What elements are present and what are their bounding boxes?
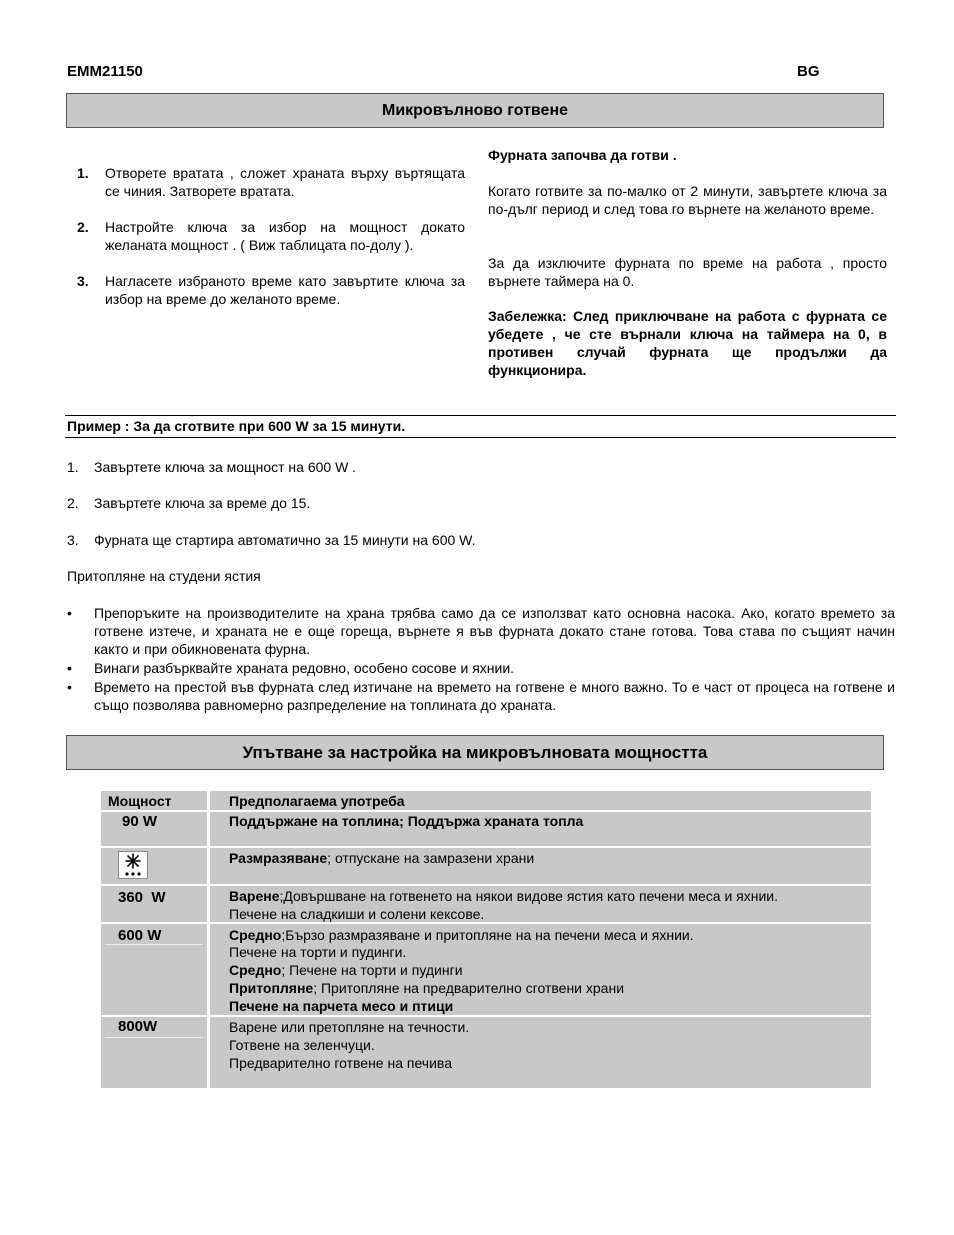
cell-separator <box>105 1037 203 1038</box>
example-item-text: Завъртете ключа за мощност на 600 W . <box>94 459 357 475</box>
step-number: 1. <box>77 165 89 181</box>
usage-bold: Средно <box>229 962 282 978</box>
step-number: 2. <box>77 219 89 235</box>
bullet-item <box>67 604 895 658</box>
example-item-number: 3. <box>67 532 79 548</box>
usage-text: Печене на парчета месо и птици <box>229 998 454 1014</box>
bullet-dot: • <box>67 679 72 695</box>
usage-text <box>229 926 694 944</box>
usage-regular: ; Притопляне на предварително сготвени храни <box>313 980 625 996</box>
example-item-number: 2. <box>67 495 79 511</box>
example-item-text: Фурната ще стартира автоматично за 15 минути на 600 W. <box>94 532 476 548</box>
power-value: 600 W <box>118 927 162 944</box>
model-number: EMM21150 <box>67 63 143 80</box>
example-item-text: Завъртете ключа за време до 15. <box>94 495 311 511</box>
usage-text: Готвене на зеленчуци. <box>229 1037 375 1053</box>
usage-text <box>229 849 534 867</box>
usage-text <box>229 887 778 905</box>
oven-starts-text: Фурната започва да готви . <box>488 147 677 163</box>
usage-text: Печене на сладкиши и солени кексове. <box>229 906 485 922</box>
usage-text: Поддържане на топлина; Поддържа храната топла <box>229 813 584 829</box>
usage-bold: Средно <box>229 927 282 943</box>
example-item-number: 1. <box>67 459 79 475</box>
power-table <box>101 791 871 1088</box>
table-row <box>101 848 207 884</box>
bullet-item <box>67 659 895 677</box>
step-1 <box>67 164 465 200</box>
cell-separator <box>105 944 203 945</box>
usage-text <box>229 979 624 997</box>
reheat-title: Притопляне на студени ястия <box>67 568 261 584</box>
usage-text: Предварително готвене на печива <box>229 1055 452 1071</box>
usage-regular: ; отпускане на замразени храни <box>327 850 535 866</box>
step-text: Настройте ключа за избор на мощност докато желаната мощност . ( Виж таблицата по-долу ). <box>105 219 465 253</box>
usage-regular: ;Довършване на готвенето на някои видове ястия като печени меса и яхнии. <box>279 888 779 904</box>
bullet-text: Времето на престой във фурната след изтичане на времето на готвене е много важно. То е част от процеса на готвене и също позволява равномерно разпределение на топлината до храната. <box>94 679 895 713</box>
usage-bold: Размразяване <box>229 850 328 866</box>
section-title-power-guide: Упътване за настройка на микровълновата мощността <box>66 735 884 770</box>
short-cooking-text: Когато готвите за по-малко от 2 минути, завъртете ключа за по-дълг период и след това го върнете на желаното време. <box>488 183 887 217</box>
usage-text <box>229 961 463 979</box>
defrost-snowflake-icon <box>118 851 148 879</box>
stop-oven-text: За да изключите фурната по време на работа , просто върнете таймера на 0. <box>488 255 887 289</box>
step-3 <box>67 272 465 308</box>
step-text: Отворете вратата , сложет храната въpху въртящата се чиния. Затворете вратата. <box>105 165 465 199</box>
usage-bold: Притопляне <box>229 980 314 996</box>
power-value: 90 W <box>122 813 158 830</box>
note-text: Забележка: След приключване на работа с фурната се убедете , че сте върнали ключа на таймера на 0, в противен случай фурната ще продължи да функционира. <box>488 308 887 378</box>
power-value: 800W <box>118 1018 158 1035</box>
power-value: 360 W <box>118 889 166 906</box>
bullet-item <box>67 678 895 714</box>
divider-bottom <box>65 437 896 438</box>
step-number: 3. <box>77 273 89 289</box>
bullet-dot: • <box>67 660 72 676</box>
step-2 <box>67 218 465 254</box>
language-code: BG <box>797 63 820 80</box>
usage-regular: ; Печене на торти и пудинги <box>281 962 463 978</box>
step-text: Нагласете избраното време като завъртите ключа за избор на време до желаното време. <box>105 273 465 307</box>
example-heading: Пример : За да сготвите при 600 W за 15 минути. <box>67 418 406 434</box>
column-header-power: Мощност <box>108 793 172 809</box>
usage-text: Печене на торти и пудинги. <box>229 944 407 960</box>
usage-text: Варене или претопляне на течности. <box>229 1019 470 1035</box>
bullet-text: Препоръките на производителите на храна трябва само да се използват като основна насока. Ако, когато времето за готвене изтече, и храната не е още гореща, върнете я във фурната докато стане готова. Това става по същият начин както и при обикновената фурна. <box>94 605 895 657</box>
bullet-dot: • <box>67 605 72 621</box>
usage-regular: ;Бързо размразяване и притопляне на на печени меса и яхнии. <box>281 927 694 943</box>
section-title-cooking: Микровълново готвене <box>66 93 884 128</box>
bullet-text: Винаги разбърквайте храната редовно, особено сосове и яхнии. <box>94 660 515 676</box>
usage-bold: Варене <box>229 888 280 904</box>
column-header-usage: Предполагаема употреба <box>229 793 405 809</box>
divider-top <box>65 415 896 416</box>
